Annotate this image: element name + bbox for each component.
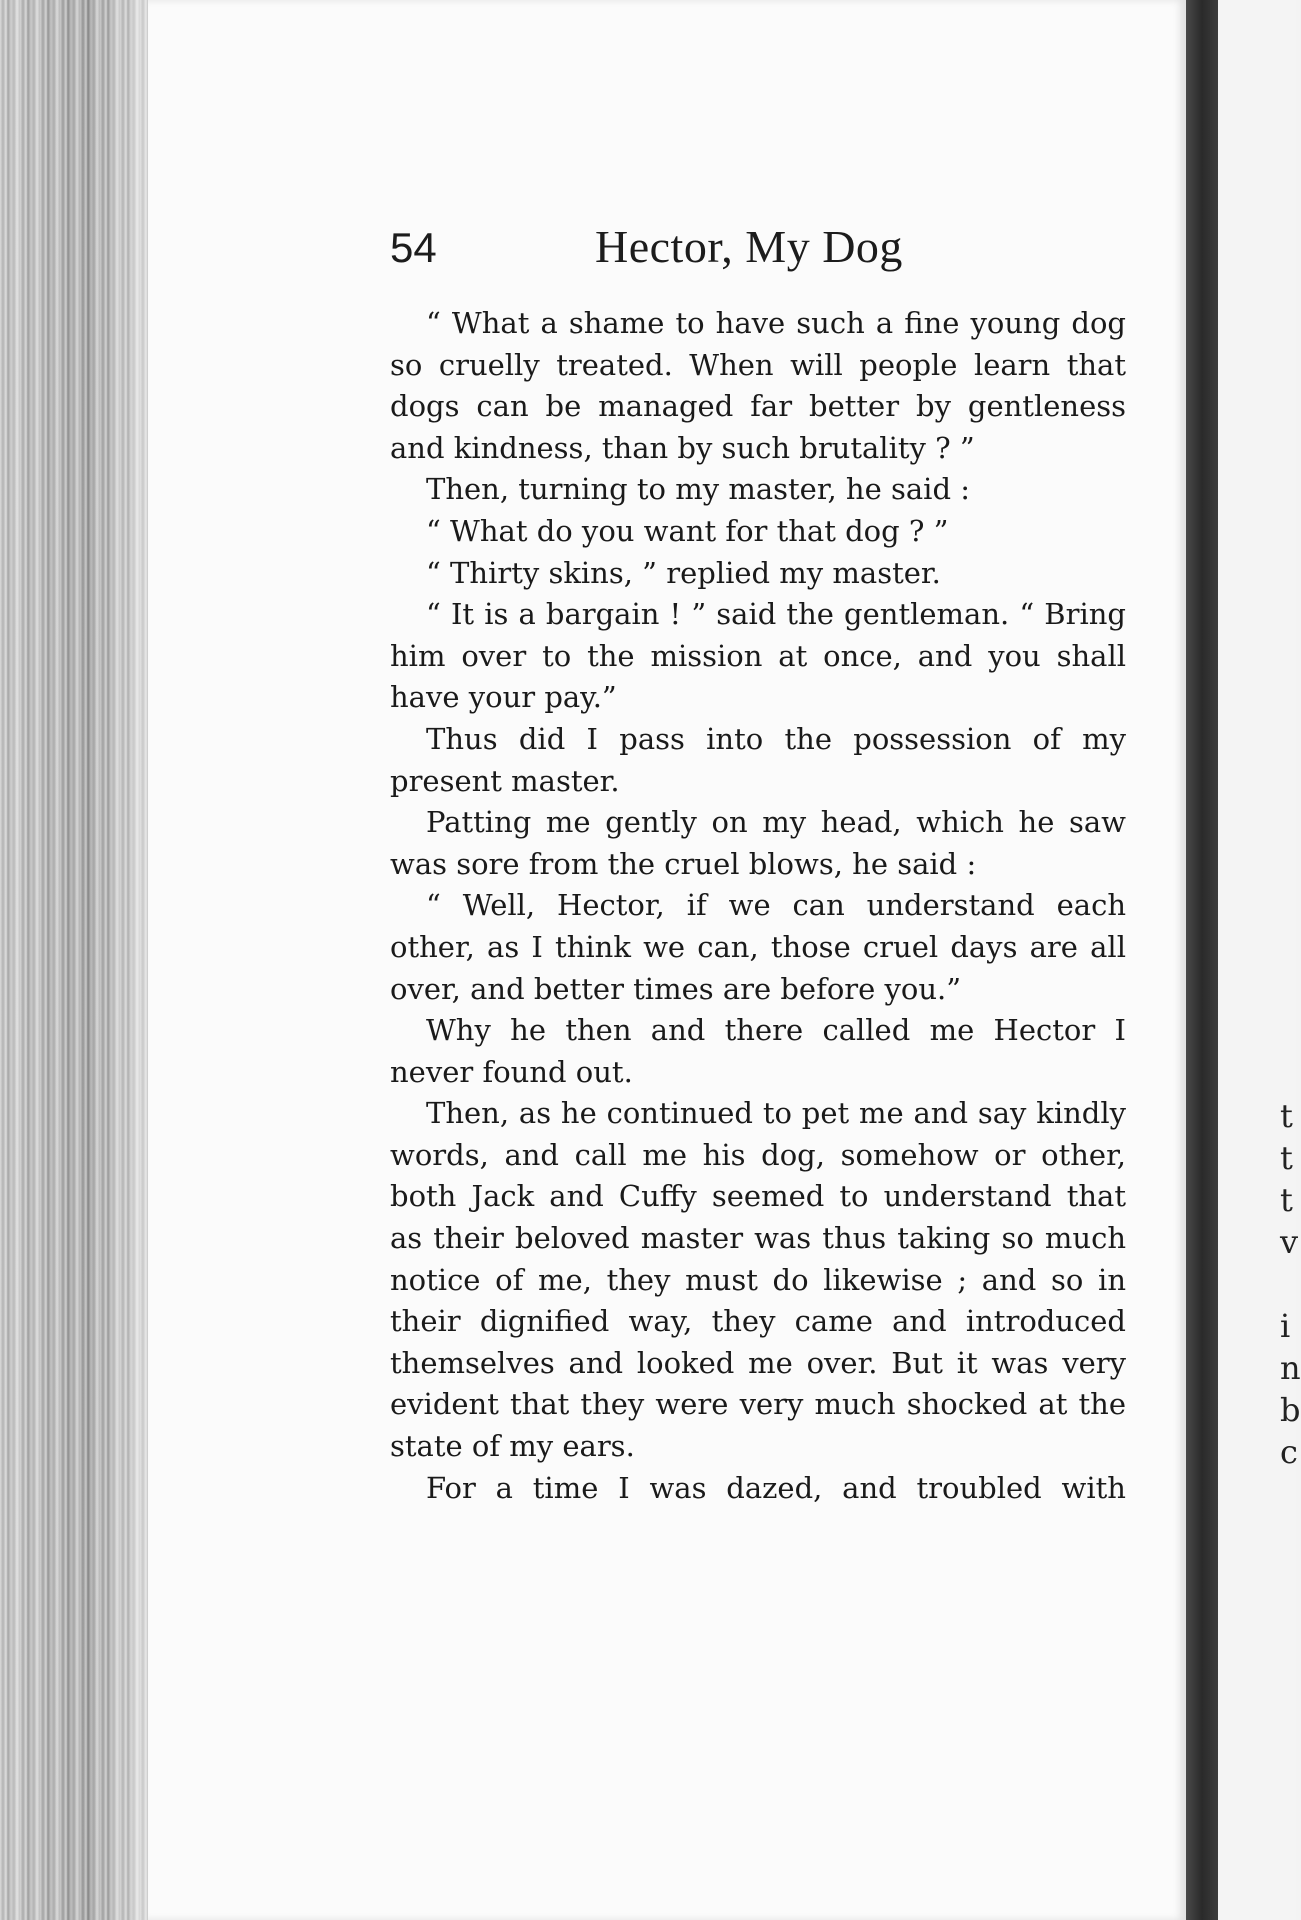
- next-page-fragment: v: [1280, 1223, 1299, 1261]
- next-page-fragment: t: [1280, 1097, 1293, 1135]
- paragraph: “ What do you want for that dog ? ”: [426, 513, 949, 548]
- page-number: 54: [390, 224, 437, 271]
- paragraph: “ Well, Hector, if we can understand each other, as I think we can, those cruel days are all over, and better times are before you.”: [390, 888, 1126, 1006]
- page-edges: [0, 0, 148, 1920]
- paragraph: Why he then and there called me Hector I never found out.: [390, 1013, 1126, 1089]
- paragraph: “ What a shame to have such a fine young dog so cruelly treated. When will people learn that dogs can be managed far better by gentleness and kindness, than by such brutality ? ”: [390, 306, 1126, 465]
- next-page-fragment: t: [1280, 1139, 1293, 1177]
- paragraph: Then, turning to my master, he said :: [426, 472, 970, 507]
- paragraph: Then, as he continued to pet me and say kindly words, and call me his dog, somehow or other, both Jack and Cuffy seemed to understand that as their beloved master was thus taking so much notice of me, they must do likewise ; and so in their dignified way, they came and introduced themselves and looked me over. But it was very evident that they were very much shocked at the state of my ears.: [390, 1096, 1126, 1464]
- paragraph: Patting me gently on my head, which he saw was sore from the cruel blows, he said :: [390, 805, 1126, 881]
- next-page-fragment: b: [1280, 1391, 1301, 1429]
- next-page-fragment: n: [1280, 1349, 1301, 1387]
- paragraph: Thus did I pass into the possession of my present master.: [390, 721, 1126, 798]
- next-page-fragment: c: [1280, 1433, 1298, 1471]
- next-page-edge: [1218, 0, 1301, 1920]
- paragraph: For a time I was dazed, and troubled with: [426, 1470, 1126, 1505]
- next-page-fragment: i: [1280, 1307, 1291, 1345]
- paragraph: “ Thirty skins, ” replied my master.: [426, 555, 941, 590]
- paragraph: “ It is a bargain ! ” said the gentleman. “ Bring him over to the mission at once, and you shall have your pay.”: [390, 597, 1126, 715]
- book-binding: [1186, 0, 1218, 1920]
- book-title: Hector, My Dog: [595, 221, 903, 272]
- next-page-fragment: t: [1280, 1181, 1293, 1219]
- body-text: [390, 303, 1126, 1509]
- running-head: [390, 221, 1130, 284]
